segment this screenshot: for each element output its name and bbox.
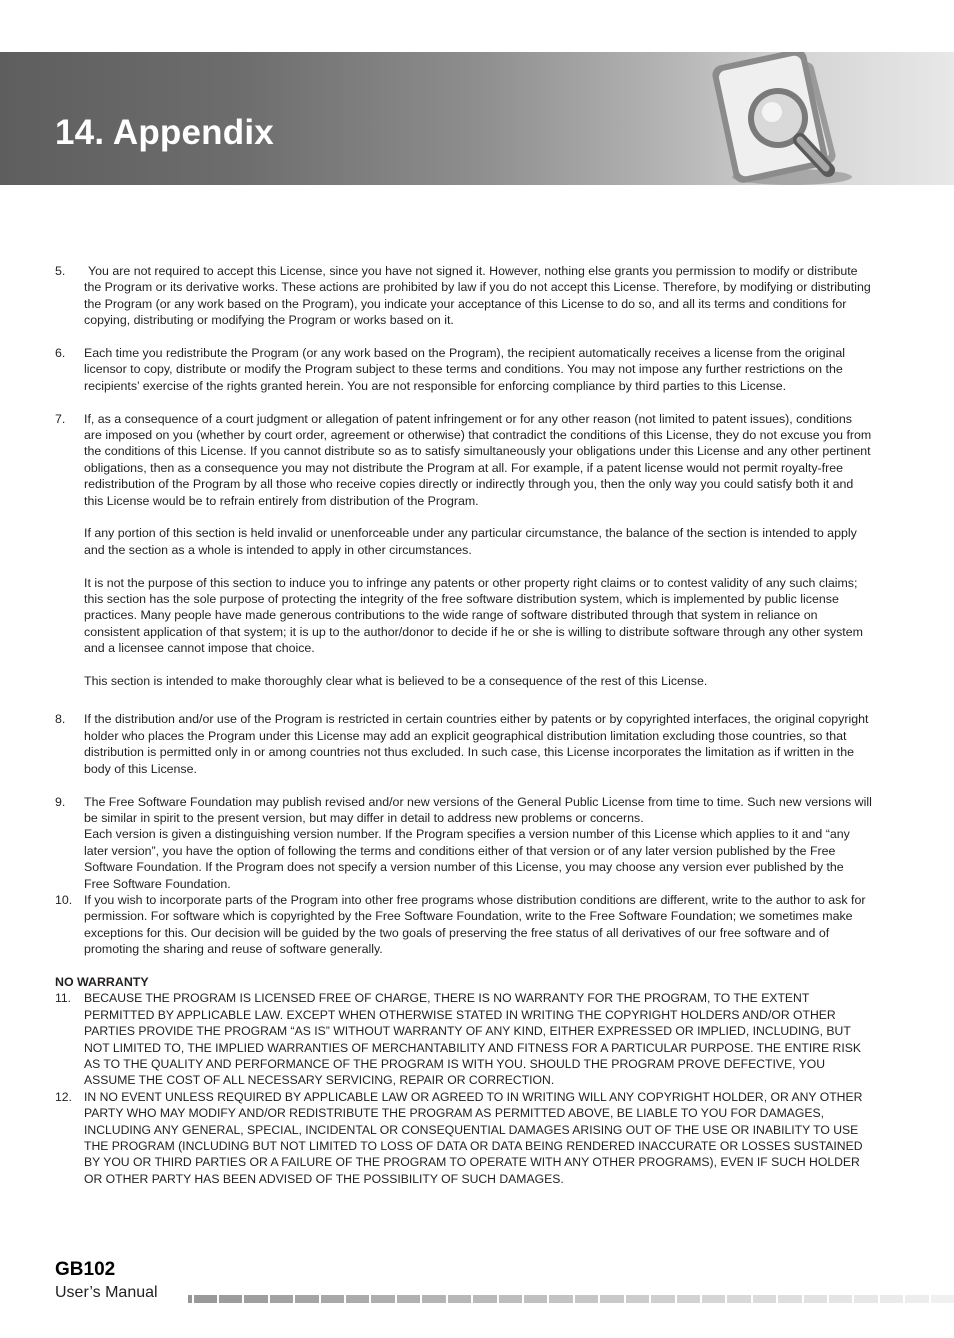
footer-bar-segment — [448, 1295, 471, 1303]
footer-bar-segment — [727, 1295, 750, 1303]
item-paragraph: If you wish to incorporate parts of the Program into other free programs whose distribution conditions are different, write to the author to ask for permission. For software which is copyrighted by the Free Software Foundation, write to the Free Software Foundation; we sometimes make exceptions for this. Our decision will be guided by the two goals of preserving the free status of all derivatives of our free software and of promoting the sharing and reuse of software generally. — [84, 892, 866, 957]
footer-bar-segment — [295, 1295, 318, 1303]
warranty-item — [55, 1089, 872, 1187]
license-item — [55, 711, 872, 777]
footer-bar-segment — [397, 1295, 420, 1303]
item-number: 8. — [55, 712, 66, 727]
license-item — [55, 794, 872, 892]
item-paragraph: Each time you redistribute the Program (or any work based on the Program), the recipient automatically receives a license from the original licensor to copy, distribute or modify the Program subject to these terms and conditions. You may not impose any further restrictions on the recipients’ exercise of the rights granted herein. You are not responsible for enforcing compliance by third parties to this License. — [84, 346, 846, 393]
footer-bar-segment — [575, 1295, 598, 1303]
footer-bar-segment — [677, 1295, 700, 1303]
item-paragraph: The Free Software Foundation may publish revised and/or new versions of the General Public License from time to time. Such new versions will be similar in spirit to the present version, but may differ in detail to address new problems or concerns. — [84, 794, 872, 825]
document-magnifier-icon — [700, 52, 860, 185]
license-item — [55, 263, 872, 329]
footer-bar-segment — [702, 1295, 725, 1303]
footer-bar-segment — [524, 1295, 547, 1303]
footer-decorative-bar — [188, 1295, 954, 1303]
item-paragraph: You are not required to accept this License, since you have not signed it. However, nothing else grants you permission to modify or distribute the Program or its derivative works. These actions are prohibited by law if you do not accept this License. Therefore, by modifying or distributing the Program (or any work based on the Program), you indicate your acceptance of this License to do so, and all its terms and conditions for copying, distributing or modifying the Program or works based on it. — [84, 264, 871, 328]
item-paragraph: BECAUSE THE PROGRAM IS LICENSED FREE OF CHARGE, THERE IS NO WARRANTY FOR THE PROGRAM, TO THE EXTENT PERMITTED BY APPLICABLE LAW. EXCEPT WHEN OTHERWISE STATED IN WRITING THE COPYRIGHT HOLDERS AND/OR OTHER PARTIES PROVIDE THE PROGRAM “AS IS” WITHOUT WARRANTY OF ANY KIND, EITHER EXPRESSED OR IMPLIED, INCLUDING, BUT NOT LIMITED TO, THE IMPLIED WARRANTIES OF MERCHANTABILITY AND FITNESS FOR A PARTICULAR PURPOSE. THE ENTIRE RISK AS TO THE QUALITY AND PERFORMANCE OF THE PROGRAM IS WITH YOU. SHOULD THE PROGRAM PROVE DEFECTIVE, YOU ASSUME THE COST OF ALL NECESSARY SERVICING, REPAIR OR CORRECTION. — [84, 991, 861, 1088]
footer-bar-segment — [804, 1295, 827, 1303]
warranty-item — [55, 990, 872, 1088]
chapter-banner — [0, 52, 954, 185]
item-paragraph: Each version is given a distinguishing version number. If the Program specifies a version number of this License which applies to it and “any later version”, you have the option of following the terms and conditions either of that version or of any later version published by the Free Software Foundation. If the Program does not specify a version number of this License, you may choose any version ever published by the Free Software Foundation. — [84, 827, 850, 891]
item-number: 9. — [55, 794, 66, 809]
footer-bar-segment — [753, 1295, 776, 1303]
footer-bar-segment — [371, 1295, 394, 1303]
item-paragraph: If, as a consequence of a court judgment or allegation of patent infringement or for any other reason (not limited to patent issues), conditions are imposed on you (whether by court order, agreement or otherwise) that contradict the conditions of this License, they do not excuse you from the conditions of this License. If you cannot distribute so as to satisfy simultaneously your obligations under this License and any other pertinent obligations, then as a consequence you may not distribute the Program at all. For example, if a patent license would not permit royalty-free redistribution of the Program by all those who receive copies directly or indirectly through you, then the only way you could satisfy both it and this License would be to refrain entirely from distribution of the Program. — [84, 411, 872, 508]
footer-bar-segment — [219, 1295, 242, 1303]
no-warranty-heading: NO WARRANTY — [55, 974, 149, 989]
item-number: 11. — [55, 991, 72, 1006]
item-paragraph: If the distribution and/or use of the Program is restricted in certain countries either by patents or by copyrighted interfaces, the original copyright holder who places the Program under this License may add an explicit geographical distribution limitation excluding those countries, so that distribution is permitted only in or among countries not thus excluded. In such case, this License incorporates the limitation as if written in the body of this License. — [84, 712, 869, 776]
footer-bar-segment — [422, 1295, 445, 1303]
item-paragraph: If any portion of this section is held invalid or unenforceable under any particular circumstance, the balance of the section is intended to apply and the section as a whole is intended to apply in other circumstances. — [84, 526, 857, 557]
license-item — [55, 345, 872, 394]
footer-bar-segment — [905, 1295, 928, 1303]
footer-bar-segment — [626, 1295, 649, 1303]
footer-bar-segment — [829, 1295, 852, 1303]
footer-bar-segment — [244, 1295, 267, 1303]
footer-bar-segment — [188, 1295, 192, 1303]
footer-bar-segment — [499, 1295, 522, 1303]
footer-bar-segment — [651, 1295, 674, 1303]
item-number: 12. — [55, 1089, 72, 1104]
item-number: 6. — [55, 346, 66, 361]
license-item — [55, 892, 872, 958]
model-name: GB102 — [55, 1259, 116, 1280]
footer-bar-segment — [931, 1295, 954, 1303]
item-paragraph: It is not the purpose of this section to induce you to infringe any patents or other property right claims or to contest validity of any such claims; this section has the sole purpose of protecting the integrity of the free software distribution system, which is implemented by public license practices. Many people have made generous contributions to the wide range of software distributed through that system in reliance on consistent application of that system; it is up to the author/donor to decide if he or she is willing to distribute software through any other system and a licensee cannot impose that choice. — [84, 575, 863, 656]
item-number: 7. — [55, 411, 66, 426]
footer-bar-segment — [600, 1295, 623, 1303]
footer-bar-segment — [549, 1295, 572, 1303]
footer-bar-segment — [321, 1295, 344, 1303]
item-paragraph: This section is intended to make thoroughly clear what is believed to be a consequence of the rest of this License. — [84, 674, 708, 689]
chapter-title: 14. Appendix — [55, 113, 274, 152]
footer-bar-segment — [194, 1295, 217, 1303]
footer-bar-segment — [473, 1295, 496, 1303]
footer-bar-segment — [880, 1295, 903, 1303]
footer-bar-segment — [270, 1295, 293, 1303]
manual-label: User’s Manual — [55, 1284, 158, 1301]
license-item — [55, 411, 872, 690]
footer-bar-segment — [854, 1295, 877, 1303]
item-number: 5. — [55, 264, 66, 278]
license-content — [55, 263, 872, 1187]
footer-bar-segment — [778, 1295, 801, 1303]
item-paragraph: IN NO EVENT UNLESS REQUIRED BY APPLICABLE LAW OR AGREED TO IN WRITING WILL ANY COPYRIGHT HOLDER, OR ANY OTHER PARTY WHO MAY MODIFY AND/OR REDISTRIBUTE THE PROGRAM AS PERMITTED ABOVE, BE LIABLE TO YOU FOR DAMAGES, INCLUDING ANY GENERAL, SPECIAL, INCIDENTAL OR CONSEQUENTIAL DAMAGES ARISING OUT OF THE USE OR INABILITY TO USE THE PROGRAM (INCLUDING BUT NOT LIMITED TO LOSS OF DATA OR DATA BEING RENDERED INACCURATE OR LOSSES SUSTAINED BY YOU OR THIRD PARTIES OR A FAILURE OF THE PROGRAM TO OPERATE WITH ANY OTHER PROGRAMS), EVEN IF SUCH HOLDER OR OTHER PARTY HAS BEEN ADVISED OF THE POSSIBILITY OF SUCH DAMAGES. — [84, 1089, 863, 1186]
footer-bar-segment — [346, 1295, 369, 1303]
item-number: 10. — [55, 892, 73, 907]
